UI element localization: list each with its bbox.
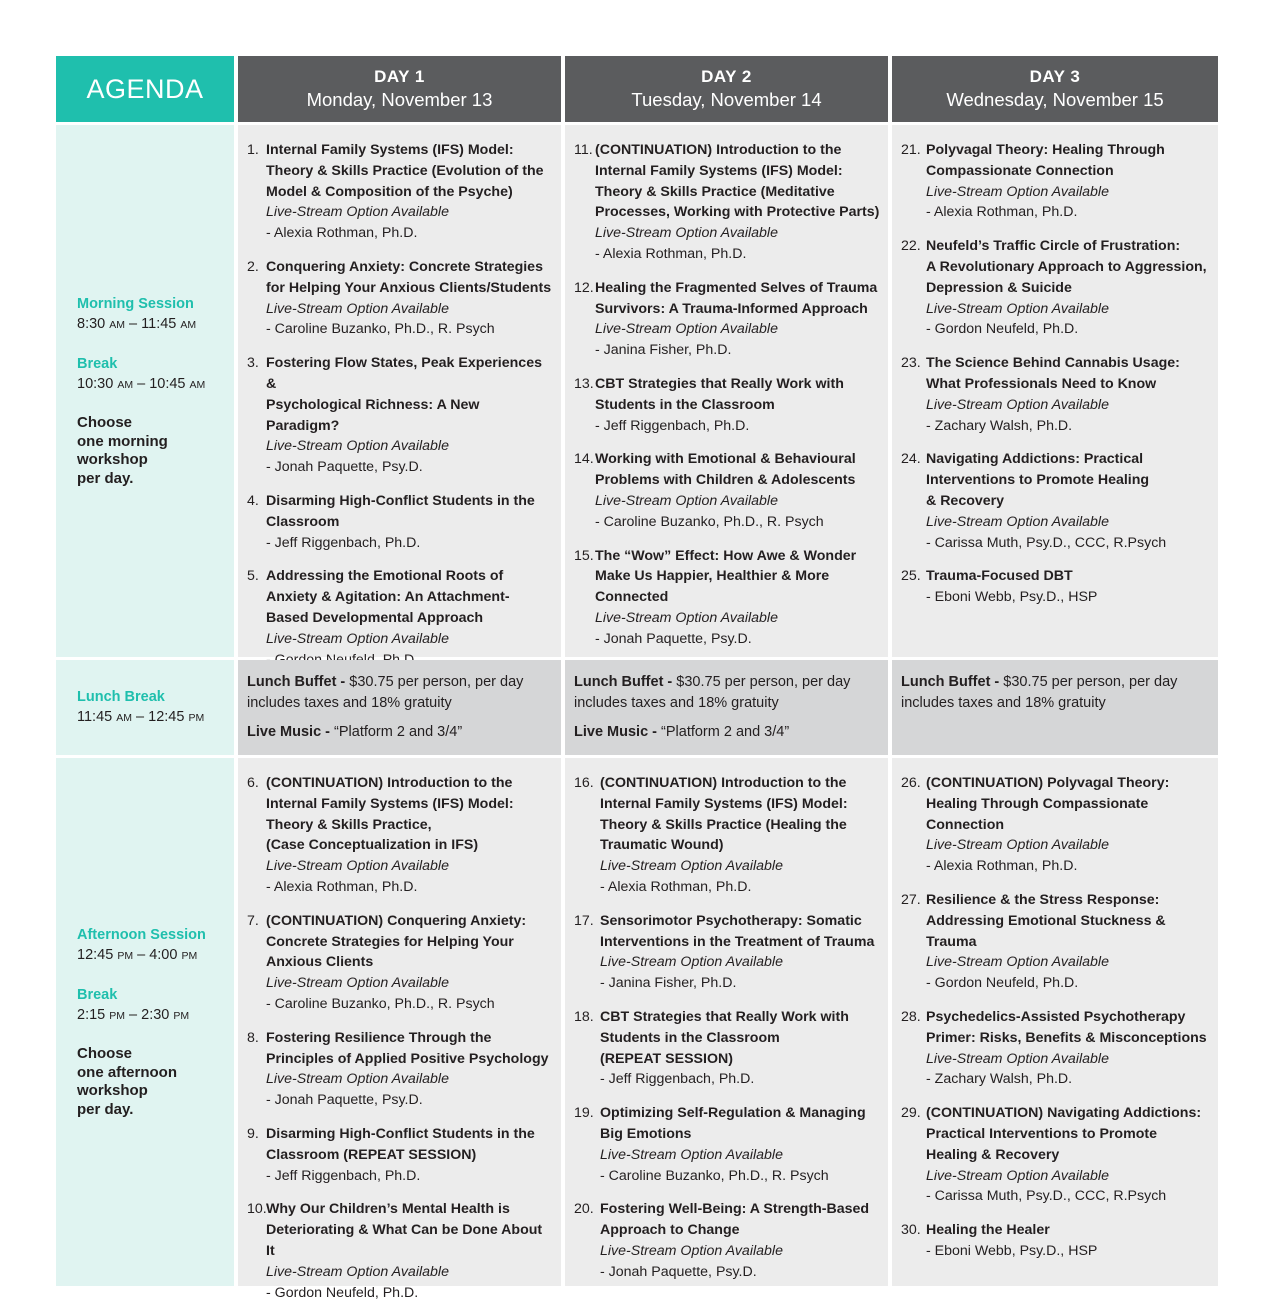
afternoon-session-label: Afternoon Session — [77, 927, 206, 943]
afternoon-break-time: 2:15 PM – 2:30 PM — [77, 1007, 190, 1023]
workshop-title: (CONTINUATION) Introduction to the Internal Family Systems (IFS) Model: Theory & Skills Practice (Meditative Processes, Working with Protective Parts) — [595, 142, 880, 221]
lunch-break-info — [56, 660, 234, 755]
workshop-number: 19. — [574, 1105, 594, 1122]
workshop-item — [901, 353, 1210, 436]
live-stream-note: Live-Stream Option Available — [926, 954, 1109, 971]
live-stream-note: Live-Stream Option Available — [926, 513, 1109, 530]
workshop-item — [247, 491, 553, 553]
agenda-table — [56, 56, 1218, 1301]
workshop-item — [901, 1007, 1210, 1090]
day-number: DAY 2 — [701, 67, 752, 86]
workshop-speaker: - Zachary Walsh, Ph.D. — [926, 417, 1073, 434]
workshop-title: The “Wow” Effect: How Awe & Wonder Make Us Happier, Healthier & More Connected — [595, 547, 857, 606]
workshop-item — [574, 773, 880, 898]
live-stream-note: Live-Stream Option Available — [926, 396, 1109, 413]
workshop-speaker: - Jonah Paquette, Psy.D. — [600, 1263, 757, 1280]
workshop-number: 13. — [574, 375, 594, 392]
workshop-number: 2. — [247, 258, 259, 275]
morning-break-time: 10:30 AM – 10:45 AM — [77, 376, 206, 392]
workshop-item — [247, 257, 553, 340]
workshop-number: 20. — [574, 1201, 594, 1218]
workshop-speaker: - Jeff Riggenbach, Ph.D. — [266, 534, 421, 551]
day-date: Monday, November 13 — [306, 89, 493, 110]
workshop-speaker: - Caroline Buzanko, Ph.D., R. Psych — [595, 513, 824, 530]
workshop-item — [901, 236, 1210, 340]
live-stream-note: Live-Stream Option Available — [266, 204, 449, 221]
workshop-number: 17. — [574, 912, 594, 929]
agenda-title-text: AGENDA — [86, 73, 204, 104]
live-stream-note: Live-Stream Option Available — [595, 321, 778, 338]
workshop-speaker: - Zachary Walsh, Ph.D. — [926, 1071, 1073, 1088]
lunch-buffet: Lunch Buffet - $30.75 per person, per day includes taxes and 18% gratuity — [247, 674, 524, 711]
live-stream-note: Live-Stream Option Available — [266, 300, 449, 317]
workshop-item — [574, 1103, 880, 1186]
workshop-item — [247, 140, 553, 244]
workshop-title: Internal Family Systems (IFS) Model: Theory & Skills Practice (Evolution of the Model & Composition of the Psyche) — [266, 142, 544, 200]
day-2-lunch — [565, 660, 888, 755]
workshop-title: (CONTINUATION) Polyvagal Theory: Healing Through Compassionate Connection — [926, 775, 1170, 833]
workshop-number: 15. — [574, 547, 594, 564]
workshop-title: Resilience & the Stress Response: Addressing Emotional Stuckness & Trauma — [926, 891, 1166, 950]
workshop-number: 29. — [901, 1105, 921, 1122]
workshop-item — [247, 911, 553, 1015]
live-stream-note: Live-Stream Option Available — [600, 1242, 783, 1259]
workshop-title: (CONTINUATION) Conquering Anxiety: Concrete Strategies for Helping Your Anxious Clients — [266, 912, 527, 971]
workshop-number: 5. — [247, 568, 259, 585]
workshop-speaker: - Janina Fisher, Ph.D. — [600, 975, 737, 992]
workshop-item — [574, 1199, 880, 1282]
workshop-speaker: - Jonah Paquette, Psy.D. — [266, 459, 423, 476]
workshop-number: 24. — [901, 451, 921, 468]
workshop-speaker: - Alexia Rothman, Ph.D. — [926, 204, 1078, 221]
workshop-title: Polyvagal Theory: Healing Through Compassionate Connection — [926, 142, 1165, 179]
workshop-title: Sensorimotor Psychotherapy: Somatic Interventions in the Treatment of Trauma — [600, 912, 875, 950]
day-1-morning — [238, 125, 561, 657]
workshop-number: 3. — [247, 355, 259, 372]
workshop-item — [574, 1007, 880, 1090]
workshop-item — [901, 1220, 1210, 1262]
lunch-buffet: Lunch Buffet - $30.75 per person, per day includes taxes and 18% gratuity — [901, 674, 1178, 711]
workshop-title: Addressing the Emotional Roots of Anxiety & Agitation: An Attachment- Based Developmental Approach — [266, 568, 510, 626]
workshop-speaker: - Caroline Buzanko, Ph.D., R. Psych — [600, 1167, 829, 1184]
day-3-afternoon — [892, 758, 1218, 1286]
workshop-speaker: - Gordon Neufeld, Ph.D. — [266, 1284, 419, 1301]
workshop-item — [901, 140, 1210, 223]
workshop-title: Working with Emotional & Behavioural Problems with Children & Adolescents — [595, 451, 856, 489]
day-1-afternoon — [238, 758, 561, 1301]
workshop-title: Conquering Anxiety: Concrete Strategies for Helping Your Anxious Clients/Students — [266, 258, 552, 296]
live-stream-note: Live-Stream Option Available — [595, 225, 778, 242]
workshop-speaker: - Jeff Riggenbach, Ph.D. — [600, 1071, 755, 1088]
workshop-title: (CONTINUATION) Introduction to the Internal Family Systems (IFS) Model: Theory & Skills Practice (Healing the Traumatic Wound) — [600, 775, 848, 854]
workshop-title: Healing the Fragmented Selves of Trauma Survivors: A Trauma-Informed Approach — [595, 279, 878, 317]
workshop-item — [574, 911, 880, 994]
workshop-number: 18. — [574, 1008, 594, 1025]
live-stream-note: Live-Stream Option Available — [266, 438, 449, 455]
workshop-title: Trauma-Focused DBT — [926, 568, 1073, 585]
workshop-title: Fostering Flow States, Peak Experiences & Psychological Richness: A New Paradigm? — [266, 355, 542, 434]
day-3-lunch — [892, 660, 1218, 755]
workshop-speaker: - Alexia Rothman, Ph.D. — [600, 878, 752, 895]
day-number: DAY 1 — [374, 67, 425, 86]
workshop-number: 9. — [247, 1125, 259, 1142]
afternoon-choose-note: Choose one afternoon workshop per day. — [77, 1045, 177, 1118]
lunch-break-time: 11:45 AM – 12:45 PM — [77, 709, 205, 725]
workshop-item — [574, 449, 880, 532]
workshop-item — [247, 773, 553, 898]
workshop-speaker: - Jonah Paquette, Psy.D. — [266, 1092, 423, 1109]
workshop-speaker: - Alexia Rothman, Ph.D. — [266, 878, 418, 895]
workshop-title: CBT Strategies that Really Work with Students in the Classroom (REPEAT SESSION) — [600, 1008, 849, 1067]
workshop-speaker: - Alexia Rothman, Ph.D. — [926, 858, 1078, 875]
agenda-title — [56, 56, 234, 122]
workshop-number: 8. — [247, 1029, 259, 1046]
workshop-title: Healing the Healer — [926, 1222, 1050, 1239]
live-stream-note: Live-Stream Option Available — [266, 630, 449, 647]
workshop-item — [901, 773, 1210, 877]
workshop-number: 11. — [574, 142, 593, 158]
live-stream-note: Live-Stream Option Available — [595, 609, 778, 626]
day-1-header — [238, 56, 561, 122]
workshop-item — [574, 278, 880, 361]
workshop-item — [574, 374, 880, 436]
workshop-item — [247, 353, 553, 478]
workshop-item — [247, 566, 553, 670]
lunch-buffet: Lunch Buffet - $30.75 per person, per day includes taxes and 18% gratuity — [574, 674, 851, 711]
day-date: Tuesday, November 14 — [631, 89, 822, 110]
workshop-speaker: - Caroline Buzanko, Ph.D., R. Psych — [266, 995, 495, 1012]
workshop-title: Neufeld’s Traffic Circle of Frustration: A Revolutionary Approach to Aggression, Depression & Suicide — [926, 238, 1207, 296]
live-music: Live Music - “Platform 2 and 3/4” — [574, 724, 790, 740]
live-music: Live Music - “Platform 2 and 3/4” — [247, 724, 463, 740]
workshop-speaker: - Jeff Riggenbach, Ph.D. — [266, 1167, 421, 1184]
workshop-number: 12. — [574, 279, 594, 296]
workshop-number: 23. — [901, 355, 921, 372]
workshop-item — [901, 1103, 1210, 1207]
day-date: Wednesday, November 15 — [946, 89, 1164, 110]
morning-session-info — [56, 125, 234, 657]
workshop-speaker: - Alexia Rothman, Ph.D. — [266, 225, 418, 242]
live-stream-note: Live-Stream Option Available — [266, 975, 449, 992]
workshop-item — [901, 449, 1210, 553]
workshop-title: CBT Strategies that Really Work with Students in the Classroom — [595, 375, 844, 413]
workshop-speaker: - Jonah Paquette, Psy.D. — [595, 630, 752, 647]
workshop-item — [247, 1124, 553, 1186]
workshop-speaker: - Jeff Riggenbach, Ph.D. — [595, 417, 750, 434]
workshop-title: The Science Behind Cannabis Usage: What Professionals Need to Know — [926, 355, 1180, 392]
live-stream-note: Live-Stream Option Available — [926, 1050, 1109, 1067]
live-stream-note: Live-Stream Option Available — [926, 1167, 1109, 1184]
workshop-title: Navigating Addictions: Practical Interventions to Promote Healing & Recovery — [926, 451, 1150, 509]
morning-session-label: Morning Session — [77, 296, 194, 312]
workshop-item — [574, 140, 880, 265]
live-stream-note: Live-Stream Option Available — [266, 858, 449, 875]
workshop-number: 22. — [901, 238, 921, 255]
workshop-speaker: - Carissa Muth, Psy.D., CCC, R.Psych — [926, 1188, 1167, 1205]
workshop-number: 1. — [247, 142, 259, 158]
morning-session-time: 8:30 AM – 11:45 AM — [77, 316, 197, 332]
workshop-title: (CONTINUATION) Introduction to the Internal Family Systems (IFS) Model: Theory & Skills Practice, (Case Conceptualization in IFS) — [266, 775, 514, 854]
live-stream-note: Live-Stream Option Available — [926, 300, 1109, 317]
live-stream-note: Live-Stream Option Available — [926, 837, 1109, 854]
workshop-number: 30. — [901, 1222, 921, 1239]
workshop-speaker: - Carissa Muth, Psy.D., CCC, R.Psych — [926, 534, 1167, 551]
afternoon-session-time: 12:45 PM – 4:00 PM — [77, 947, 198, 963]
live-stream-note: Live-Stream Option Available — [266, 1071, 449, 1088]
workshop-number: 4. — [247, 492, 259, 509]
live-stream-note: Live-Stream Option Available — [595, 492, 778, 509]
afternoon-session-info — [56, 758, 234, 1286]
live-stream-note: Live-Stream Option Available — [600, 954, 783, 971]
workshop-speaker: - Gordon Neufeld, Ph.D. — [926, 321, 1079, 338]
workshop-item — [901, 566, 1210, 608]
workshop-speaker: - Eboni Webb, Psy.D., HSP — [926, 589, 1098, 606]
workshop-title: Why Our Children’s Mental Health is Deteriorating & What Can be Done About It — [266, 1201, 543, 1259]
workshop-title: Fostering Well-Being: A Strength-Based Approach to Change — [600, 1201, 870, 1239]
workshop-title: (CONTINUATION) Navigating Addictions: Practical Interventions to Promote Healing & Recovery — [926, 1105, 1202, 1163]
day-2-header — [565, 56, 888, 122]
workshop-number: 6. — [247, 775, 259, 791]
workshop-speaker: - Janina Fisher, Ph.D. — [595, 342, 732, 359]
workshop-number: 25. — [901, 568, 921, 585]
workshop-number: 28. — [901, 1008, 921, 1025]
day-number: DAY 3 — [1029, 67, 1081, 86]
workshop-title: Disarming High-Conflict Students in the Classroom — [266, 492, 535, 530]
workshop-speaker: - Eboni Webb, Psy.D., HSP — [926, 1242, 1098, 1259]
workshop-number: 26. — [901, 775, 921, 791]
workshop-number: 10. — [247, 1201, 267, 1218]
workshop-number: 21. — [901, 142, 921, 158]
workshop-speaker: - Caroline Buzanko, Ph.D., R. Psych — [266, 321, 495, 338]
workshop-title: Psychedelics-Assisted Psychotherapy Primer: Risks, Benefits & Misconceptions — [926, 1008, 1207, 1046]
workshop-number: 27. — [901, 891, 921, 908]
workshop-item — [574, 546, 880, 650]
workshop-item — [247, 1028, 553, 1111]
workshop-item — [901, 890, 1210, 994]
afternoon-break-label: Break — [77, 987, 118, 1003]
workshop-speaker: - Gordon Neufeld, Ph.D. — [926, 975, 1079, 992]
day-3-morning — [892, 125, 1218, 657]
workshop-number: 14. — [574, 451, 594, 468]
workshop-title: Disarming High-Conflict Students in the Classroom (REPEAT SESSION) — [266, 1125, 535, 1163]
workshop-item — [247, 1199, 553, 1303]
workshop-title: Optimizing Self-Regulation & Managing Big Emotions — [600, 1105, 866, 1142]
morning-break-label: Break — [77, 356, 118, 372]
day-2-afternoon — [565, 758, 888, 1286]
day-3-header — [892, 56, 1218, 122]
workshop-number: 16. — [574, 775, 594, 791]
workshop-title: Fostering Resilience Through the Principles of Applied Positive Psychology — [266, 1029, 549, 1067]
live-stream-note: Live-Stream Option Available — [926, 183, 1109, 200]
workshop-speaker: - Alexia Rothman, Ph.D. — [595, 245, 747, 262]
live-stream-note: Live-Stream Option Available — [600, 858, 783, 875]
live-stream-note: Live-Stream Option Available — [600, 1146, 783, 1163]
morning-choose-note: Choose one morning workshop per day. — [77, 414, 168, 487]
workshop-number: 7. — [247, 912, 259, 929]
live-stream-note: Live-Stream Option Available — [266, 1263, 449, 1280]
day-1-lunch — [238, 660, 561, 755]
lunch-break-label: Lunch Break — [77, 689, 165, 705]
day-2-morning — [565, 125, 888, 657]
